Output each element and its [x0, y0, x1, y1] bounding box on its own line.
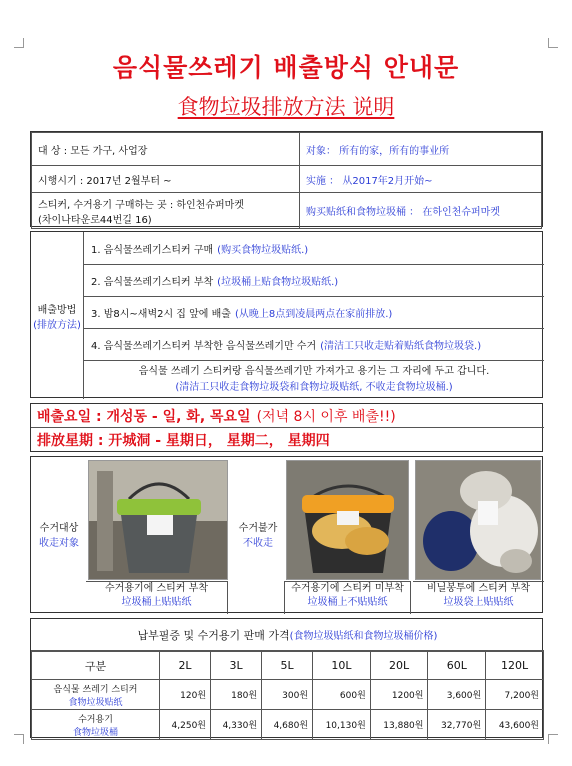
title-korean: 음식물쓰레기 배출방식 안내문 [112, 53, 460, 82]
purchase-place-korean: 스티커, 수거용기 구매하는 곳 : 하인천슈퍼마켓 (차이나타운로44번길 16) [32, 193, 300, 229]
sticker-price: 600원 [313, 680, 371, 710]
purchase-place-chinese: 购买贴纸和食物垃圾桶 ： 在하인천슈퍼마켓 [300, 193, 542, 229]
corner-mark [14, 734, 24, 744]
sticker-price: 120원 [160, 680, 211, 710]
corner-mark [14, 38, 24, 48]
size-header: 60L [428, 652, 486, 680]
size-header: 120L [486, 652, 544, 680]
photo-bin-with-sticker [88, 460, 228, 580]
price-col-label: 구분 [32, 652, 160, 680]
method-note: 음식물 쓰레기 스티커랑 음식물쓰레기만 가져가고 용기는 그 자리에 두고 갑니다. (清洁工只收走食物垃圾袋和食物垃圾贴纸, 不收走食物垃圾桶.) [138, 366, 490, 393]
method-step: 3. 밤8시~새벽2시 집 앞에 배출 (从晚上8点到凌晨两点在家前排放.) [84, 297, 544, 329]
bin-price: 4,250원 [160, 710, 211, 740]
days-chinese: 排放星期 : 开城洞 - 星期日， 星期二， 星期四 [37, 433, 330, 449]
not-collected-label: 수거불가 不收走 [238, 523, 278, 549]
size-header: 3L [211, 652, 262, 680]
bin-price: 43,600원 [486, 710, 544, 740]
bin-price: 4,330원 [211, 710, 262, 740]
price-table [31, 651, 544, 740]
sticker-row-label: 음식물 쓰레기 스티커 食物垃圾贴纸 [32, 680, 160, 710]
size-header: 20L [370, 652, 428, 680]
sticker-price: 180원 [211, 680, 262, 710]
bin-price: 10,130원 [313, 710, 371, 740]
disposal-method-section [30, 231, 543, 398]
bin-row-label: 수거용기 食物垃圾桶 [32, 710, 160, 740]
sticker-price: 300원 [262, 680, 313, 710]
sticker-price: 1200원 [370, 680, 428, 710]
title-chinese: 食物垃圾排放方法 说明 [177, 95, 395, 119]
caption-bin-with-sticker: 수거용기에 스티커 부착 垃圾桶上贴贴纸 [86, 581, 228, 614]
sticker-price: 7,200원 [486, 680, 544, 710]
target-chinese: 对象： 所有的家，所有的事业所 [300, 133, 542, 166]
method-step: 2. 음식물쓰레기스티커 부착 (垃圾桶上贴食物垃圾贴纸.) [84, 265, 544, 297]
info-table [30, 131, 543, 227]
method-label: 배출방법 (排放方法) [31, 232, 84, 399]
price-heading: 납부필증 및 수거용기 판매 가격 (食物垃圾贴纸和食物垃圾桶价格) [31, 619, 544, 651]
corner-mark [548, 38, 558, 48]
start-chinese: 实施 ： 从2017年2月开始~ [300, 166, 542, 193]
size-header: 10L [313, 652, 371, 680]
collect-target-label: 수거대상 收走对象 [39, 523, 79, 549]
start-korean: 시행시기 : 2017년 2월부터 ~ [32, 166, 300, 193]
caption-bin-without-sticker: 수거용기에 스티커 미부착 垃圾桶上不贴贴纸 [284, 581, 411, 614]
disposal-days [30, 403, 543, 452]
days-korean: 배출요일 : 개성동 - 일, 화, 목요일 (저녁 8시 이후 배출!!) [31, 404, 544, 428]
size-header: 2L [160, 652, 211, 680]
size-header: 5L [262, 652, 313, 680]
bin-price: 32,770원 [428, 710, 486, 740]
collection-examples [30, 456, 543, 613]
photo-bin-without-sticker [286, 460, 409, 580]
method-step: 1. 음식물쓰레기스티커 구매 (购买食物垃圾贴纸.) [84, 232, 544, 265]
caption-bag-with-sticker: 비닐봉투에 스티커 부착 垃圾袋上贴贴纸 [413, 581, 544, 614]
photo-bag-with-sticker [415, 460, 541, 580]
sticker-price: 3,600원 [428, 680, 486, 710]
target-korean: 대 상 : 모든 가구, 사업장 [32, 133, 300, 166]
method-step: 4. 음식물쓰레기스티커 부착한 음식물쓰레기만 수거 (清洁工只收走贴着贴纸食物垃圾袋.) [84, 329, 544, 361]
bin-price: 4,680원 [262, 710, 313, 740]
corner-mark [548, 734, 558, 744]
price-table-section [30, 618, 543, 738]
bin-price: 13,880원 [370, 710, 428, 740]
